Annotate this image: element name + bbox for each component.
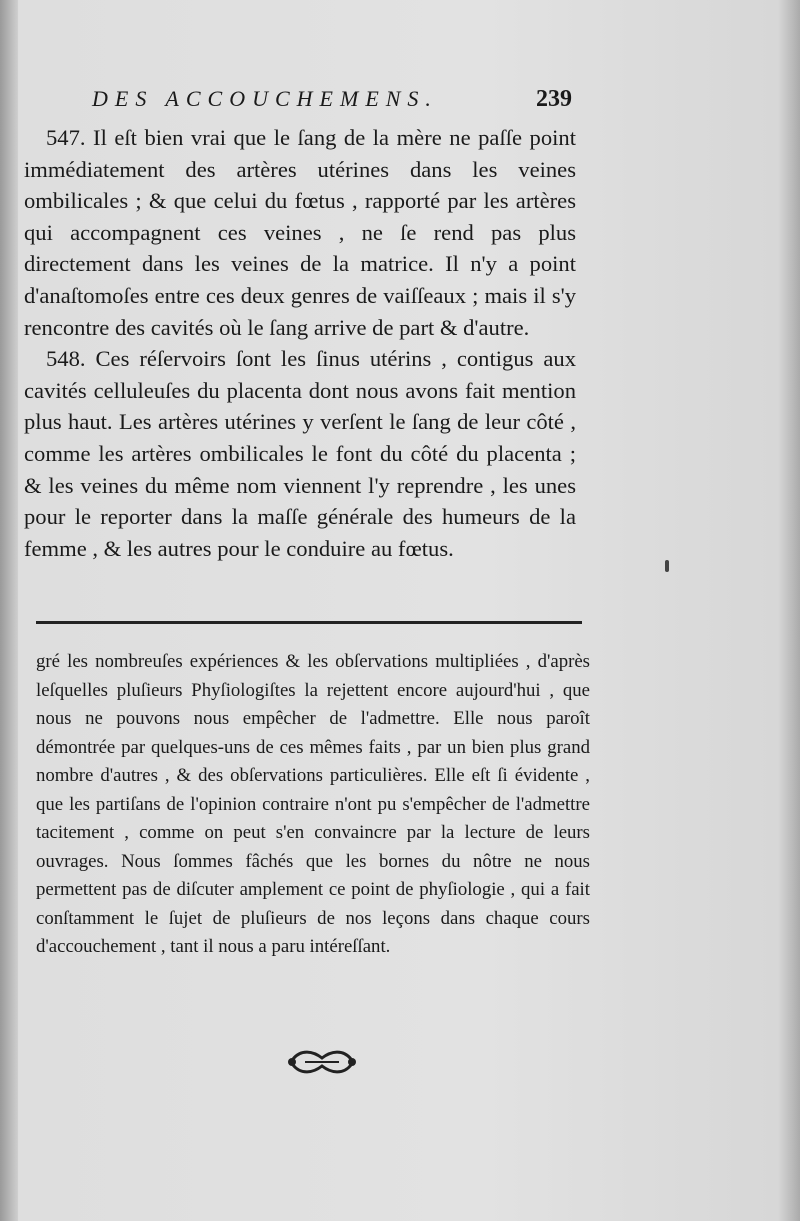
running-header: [92, 86, 572, 120]
page-number: 239: [536, 86, 572, 112]
tailpiece-ornament-icon: [287, 1047, 357, 1077]
ink-speck: [665, 560, 669, 572]
running-title: DES ACCOUCHEMENS.: [92, 86, 438, 111]
paragraph-548: 548. Ces réſervoirs ſont les ſinus utérins , contigus aux cavités celluleuſes du placenta dont nous avons fait mention plus haut. Les artères utérines y verſent le ſang de leur côté , comme les artères ombilicales le font du côté du placenta ; & les veines du même nom viennent l'y reprendre , les unes pour le reporter dans la maſſe générale des humeurs de la femme , & les autres pour le conduire au fœtus.: [24, 346, 576, 561]
page-edge-shadow: [778, 0, 800, 1221]
footnote: [36, 648, 590, 962]
paragraph-547: 547. Il eſt bien vrai que le ſang de la mère ne paſſe point immédiatement des artères utérines dans les veines ombilicales ; & que celui du fœtus , rapporté par les artères qui accompagnent ces veines , ne ſe rend pas plus directement dans les veines de la matrice. Il n'y a point d'anaſtomoſes entre ces deux genres de vaiſſeaux ; mais il s'y rencontre des cavités où le ſang arrive de part & d'autre.: [24, 125, 576, 340]
main-text: [24, 122, 576, 564]
footnote-text: gré les nombreuſes expériences & les obſervations multipliées , d'après leſquelles pluſieurs Phyſiologiſtes la rejettent encore aujourd'hui , que nous ne pouvons nous empêcher de l'admettre. Elle nous paroît démontrée par quelques-uns de ces mêmes faits , par un bien plus grand nombre d'autres , & des obſervations particulières. Elle eſt ſi évidente , que les partiſans de l'opinion contraire n'ont pu s'empêcher de l'admettre tacitement , comme on peut s'en convaincre par la lecture de leurs ouvrages. Nous ſommes fâchés que les bornes du nôtre ne nous permettent pas de diſcuter amplement ce point de phyſiologie , qui a fait conſtamment le ſujet de pluſieurs de nos leçons dans chaque cours d'accouchement , tant il nous a paru intéreſſant.: [36, 651, 590, 957]
binding-gutter: [0, 0, 18, 1221]
footnote-separator-rule: [36, 621, 582, 624]
